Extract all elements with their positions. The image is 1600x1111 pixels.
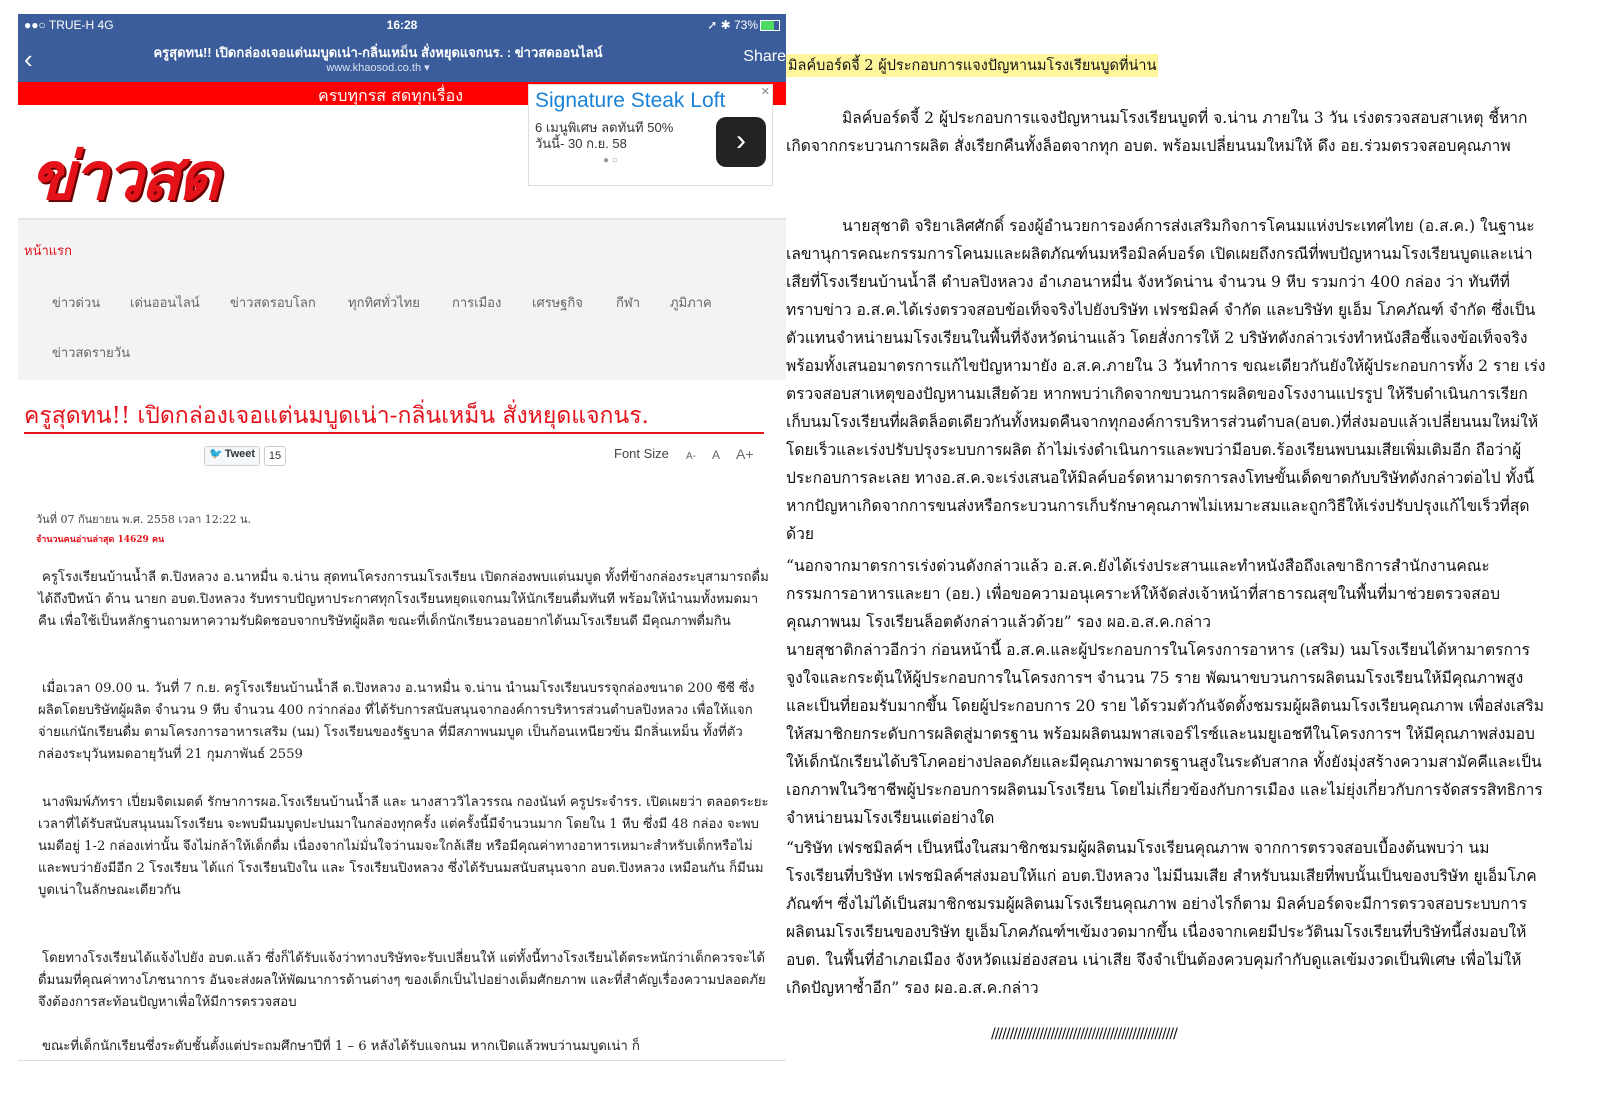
article-date: วันที่ 07 กันยายน พ.ศ. 2558 เวลา 12:22 น. [36, 513, 251, 526]
site-logo[interactable]: ข่าวสด [30, 137, 218, 215]
headline-divider [24, 432, 764, 434]
menu-item[interactable]: ข่าวสดรายวัน [52, 346, 130, 361]
close-icon[interactable]: ✕ [760, 86, 770, 98]
release-paragraph: “บริษัท เฟรชมิลค์ฯ เป็นหนึ่งในสมาชิกชมรมผู้ผลิตนมโรงเรียนคุณภาพ จากการตรวจสอบเบื้องต้นพบว่า นมโรงเรียนที่บริษัท เฟรชมิลค์ฯส่งมอบให้แก่ อบต.ปิงหลวง ไม่มีนมเสีย สำหรับนมเสียที่พบนั้นเป็นของบริษัท ยูเอ็มโภคภัณฑ์ฯ ซึ่งไม่ได้เป็นสมาชิกชมรมผู้ผลิตนมโรงเรียนคุณภาพ อย่างไรก็ตาม มิลค์บอร์ดจะมีการตรวจสอบระบบการผลิตนมโรงเรียนของบริษัท ยูเอ็มโภคภัณฑ์ฯเข้มงวดมากขึ้น เนื่องจากเคยมีประวัตินมโรงเรียนที่บริษัทนี้ส่งมอบให้ อบต. ในพื้นที่อำเภอเมือง จังหวัดแม่ฮ่องสอน เน่าเสีย จึงจำเป็นต้องควบคุมกำกับดูแลเข้มงวดเป็นพิเศษ เพื่อไม่ให้เกิดปัญหาซ้ำอีก” รอง ผอ.อ.ส.ค.กล่าว [786, 839, 1537, 997]
reader-count: จำนวนคนอ่านล่าสุด 14629 คน [36, 535, 165, 545]
release-paragraph: นายสุชาติกล่าวอีกว่า ก่อนหน้านี้ อ.ส.ค.และผู้ประกอบการในโครงการอาหาร (เสริม) นมโรงเรียนได้หามาตรการจูงใจและกระตุ้นให้ผู้ประกอบการในโครงการฯ จำนวน 75 ราย พัฒนาขบวนการผลิตนมโรงเรียนให้มีคุณภาพสูงและเป็นที่ยอมรับมากขึ้น โดยผู้ประกอบการ 20 ราย ได้รวมตัวกันจัดตั้งชมรมผู้ผลิตนมโรงเรียนคุณภาพ เพื่อส่งเสริมให้สมาชิกยกระดับการผลิตสู่มาตรฐาน พร้อมผลิตนมพาสเจอร์ไรซ์และนมยูเอชทีในโครงการฯ ให้มีคุณภาพส่งมอบให้เด็กนักเรียนได้บริโภคอย่างปลอดภัยและมีคุณภาพมาตรฐานสูงในระดับสากล ทั้งยังมุ่งสร้างความสามัคคีและเป็นเอกภาพในวิชาชีพผู้ประกอบการผลิตนมโรงเรียน โดยไม่เกี่ยวข้องกับการเมือง และไม่ยุ่งเกี่ยวกับการจัดสรรสิทธิการจำหน่ายนมโรงเรียนแต่อย่างใด [786, 641, 1545, 827]
tweet-label: Tweet [224, 448, 256, 460]
article-paragraph: นางพิมพ์ภัทรา เปี่ยมจิตเมตต์ รักษาการผอ.โรงเรียนบ้านน้ำลี และ นางสาววิไลวรรณ กองนันท์ ครูประจำรร. เปิดเผยว่า ตลอดระยะเวลาที่ได้รับสนับสนุนนมโรงเรียน จะพบมีนมบูดปะปนมาในกล่องทุกครั้ง แต่ครั้งนี้มีจำนวนมาก โดยใน 1 หีบ ซึ่งมี 48 กล่อง จะพบนมดีอยู่ 1-2 กล่องเท่านั้น จึงไม่กล้าให้เด็กดื่ม เนื่องจากไม่มั่นใจว่านมจะใกล้เสีย หรือมีคุณค่าทางอาหารเหมาะสำหรับเด็กหรือไม่ และพบว่ายังมีอีก 2 โรงเรียน ได้แก่ โรงเรียนปิงใน และ โรงเรียนปิงหลวง ซึ่งได้รับนมสนับสนุนจาก อบต.ปิงหลวง เหมือนกัน ก็มีนมบูดเน่าในลักษณะเดียวกัน [38, 795, 769, 898]
tweet-count: 15 [264, 446, 286, 466]
back-arrow-icon[interactable]: ‹ [24, 44, 33, 74]
battery-label: ➚ ✱ 73% [707, 18, 758, 32]
ad-line-1: 6 เมนูพิเศษ ลดทันที 50% [535, 120, 674, 135]
tweet-button[interactable] [204, 446, 260, 466]
font-larger-button[interactable]: A+ [736, 446, 754, 462]
article-paragraph: เมื่อเวลา 09.00 น. วันที่ 7 ก.ย. ครูโรงเรียนบ้านน้ำลี ต.ปิงหลวง อ.นาหมื่น จ.น่าน นำนมโรงเรียนบรรจุกล่องขนาด 200 ซีซี ซึ่งผลิตโดยบริษัทผู้ผลิต จำนวน 9 หีบ จำนวน 400 กว่ากล่อง ที่ได้รับการสนับสนุนจากองค์การบริหารส่วนตำบลปิงหลวง เพื่อให้แจกจ่ายแก่นักเรียนดื่ม ตามโครงการอาหารเสริม (นม) โรงเรียนของรัฐบาล ที่มีสภาพนมบูด เป็นก้อนเหนียวข้น มีกลิ่นเหม็น ทั้งที่ตัวกล่องระบุวันหมดอายุวันที่ 21 กุมภาพันธ์ 2559 [38, 681, 755, 762]
font-normal-button[interactable]: A [712, 448, 721, 462]
ad-headline[interactable]: Signature Steak Loft [535, 89, 726, 112]
article-paragraph: โดยทางโรงเรียนได้แจ้งไปยัง อบต.แล้ว ซึ่งก็ได้รับแจ้งว่าทางบริษัทจะรับเปลี่ยนให้ แต่ทั้งนี้ทางโรงเรียนได้ตระหนักว่าเด็กควรจะได้ดื่มนมที่คุณค่าทางโภชนาการ อันจะส่งผลให้พัฒนาการด้านต่างๆ ของเด็กเป็นไปอย่างเต็มศักยภาพ และที่สำคัญเรื่องความปลอดภัย จึงต้องการสะท้อนปัญหาเพื่อให้มีการตรวจสอบ [38, 951, 766, 1010]
font-smaller-button[interactable]: A- [686, 451, 696, 462]
ad-line-2: วันนี้- 30 ก.ย. 58 [535, 136, 627, 151]
press-release-panel [786, 0, 1600, 1111]
menu-item[interactable]: การเมือง [452, 296, 502, 311]
menu-item[interactable]: กีฬา [616, 296, 641, 311]
twitter-bird-icon: 🐦 [209, 448, 223, 460]
battery-icon [760, 20, 780, 31]
nav-menu [18, 218, 786, 380]
release-paragraph: “นอกจากมาตรการเร่งด่วนดังกล่าวแล้ว อ.ส.ค.ยังได้เร่งประสานและทำหนังสือถึงเลขาธิการสำนักงานคณะกรรมการอาหารและยา (อย.) เพื่อขอความอนุเคราะห์ให้จัดส่งเจ้าหน้าที่สาธารณสุขในพื้นที่มาช่วยตรวจสอบคุณภาพนม โรงเรียนล็อตดังกล่าวแล้วด้วย” รอง ผอ.อ.ส.ค.กล่าว [786, 557, 1501, 631]
ad-banner[interactable] [528, 84, 773, 186]
url-label[interactable]: www.khaosod.co.th ▾ [326, 62, 430, 74]
article-paragraph: ครูโรงเรียนบ้านน้ำลี ต.ปิงหลวง อ.นาหมื่น จ.น่าน สุดทนโครงการนมโรงเรียน เปิดกล่องพบแต่นมบูด ทั้งที่ข้างกล่องระบุสามารถดื่มได้ถึงปีหน้า ด้าน นายก อบต.ปิงหลวง รับทราบปัญหาประกาศทุกโรงเรียนหยุดแจกนมให้นักเรียนดื่มทันที พร้อมให้นำนมทั้งหมดมาคืน เพื่อใช้เป็นหลักฐานถามหาความรับผิดชอบจากบริษัทผู้ผลิต ขณะที่เด็กนักเรียนวอนอยากได้นมโรงเรียนดี มีคุณภาพดื่มกิน [38, 570, 769, 629]
article-paragraph: ขณะที่เด็กนักเรียนซึ่งระดับชั้นตั้งแต่ประถมศึกษาปีที่ 1 – 6 หลังได้รับแจกนม หากเปิดแล้วพบว่านมบูดเน่า ก็ [42, 1039, 640, 1054]
page-title: ครูสุดทน!! เปิดกล่องเจอแต่นมบูดเน่า-กลิ่นเหม็น สั่งหยุดแจกนร. : ข่าวสดออนไลน์ [153, 45, 603, 60]
carrier-label: ●●○ TRUE-H 4G [24, 18, 114, 32]
font-size-label: Font Size [614, 446, 669, 461]
menu-item[interactable]: ข่าวด่วน [52, 296, 101, 311]
release-paragraph: มิลค์บอร์ดจี้ 2 ผู้ประกอบการแจงปัญหานมโรงเรียนบูดที่ จ.น่าน ภายใน 3 วัน เร่งตรวจสอบสาเหตุ ชี้หากเกิดจากกระบวนการผลิต สั่งเรียกคืนทั้งล็อตจากทุก อบต. พร้อมเปลี่ยนนมใหม่ให้ ดึง อย.ร่วมตรวจสอบคุณภาพ [786, 109, 1528, 155]
status-time: 16:28 [386, 18, 418, 32]
menu-item[interactable]: ข่าวสดรอบโลก [230, 296, 316, 311]
release-title: มิลค์บอร์ดจี้ 2 ผู้ประกอบการแจงปัญหานมโรงเรียนบูดที่น่าน [786, 54, 1158, 77]
status-bar [18, 14, 786, 36]
menu-item[interactable]: ทุกทิศทั่วไทย [348, 296, 420, 311]
share-button[interactable]: Share [743, 48, 786, 65]
carousel-dots: ● ○ [603, 155, 618, 166]
chevron-right-icon[interactable]: › [716, 117, 766, 167]
separator-line: ////////////////////////////////////////////////// [991, 1026, 1177, 1042]
banner-slogan: ครบทุกรส สดทุกเรื่อง [318, 86, 464, 105]
article-headline: ครูสุดทน!! เปิดกล่องเจอแต่นมบูดเน่า-กลิ่นเหม็น สั่งหยุดแจกนร. [24, 403, 649, 429]
release-paragraph: นายสุชาติ จริยาเลิศศักดิ์ รองผู้อำนวยการองค์การส่งเสริมกิจการโคนมแห่งประเทศไทย (อ.ส.ค.) ในฐานะเลขานุการคณะกรรมการโคนมและผลิตภัณฑ์นมหรือมิลค์บอร์ด เปิดเผยถึงกรณีที่พบปัญหานมโรงเรียนบูดและเน่าเสียที่โรงเรียนบ้านน้ำลี ตำบลปิงหลวง อำเภอนาหมื่น จังหวัดน่าน จำนวน 9 หีบ รวมกว่า 400 กล่อง ว่า ทันทีที่ทราบข่าว อ.ส.ค.ได้เร่งตรวจสอบข้อเท็จจริงไปยังบริษัท เฟรชมิลค์ จำกัด และบริษัท ยูเอ็ม โภคภัณฑ์ จำกัด ซึ่งเป็นตัวแทนจำหน่ายนมโรงเรียนในพื้นที่จังหวัดน่านแล้ว โดยสั่งการให้ 2 บริษัทดังกล่าวเร่งทำหนังสือชี้แจงข้อเท็จจริง พร้อมทั้งเสนอมาตรการแก้ไขปัญหามายัง อ.ส.ค.ภายใน 3 วันทำการ ขณะเดียวกันยังให้ผู้ประกอบการทั้ง 2 ราย เร่งตรวจสอบสาเหตุของปัญหานมเสียด้วย หากพบว่าเกิดจากขบวนการผลิตของโรงงานแปรรูป ให้รีบดำเนินการเรียกเก็บนมโรงเรียนที่ผลิตล็อตเดียวกันทั้งหมดคืนจากทุกองค์การบริหารส่วนตำบล(อบต.)ที่ส่งมอบแล้วเปลี่ยนนมใหม่ให้โดยเร็วและเร่งปรับปรุงระบบการผลิต ถ้าไม่เร่งดำเนินการและพบว่ามีอบต.ร้องเรียนพบนมเสียเพิ่มเติมอีก ถือว่าผู้ประกอบการละเลย ทางอ.ส.ค.จะเร่งเสนอให้มิลค์บอร์ดหามาตรการลงโทษขั้นเด็ดขาดกับบริษัทดังกล่าวต่อไป ทั้งนี้ หากปัญหาเกิดจากการขนส่งหรือกระบวนการเก็บรักษาคุณภาพไม่เหมาะสมและถูกวิธีให้เร่งปรับปรุงแก้ไขเร็วที่สุดด้วย [786, 217, 1546, 543]
bottom-divider [18, 1060, 786, 1061]
phone-screenshot [18, 14, 786, 1100]
menu-item[interactable]: เด่นออนไลน์ [130, 296, 200, 311]
menu-item[interactable]: ภูมิภาค [670, 296, 712, 311]
browser-nav-bar [18, 36, 786, 82]
menu-home[interactable]: หน้าแรก [24, 244, 72, 259]
menu-item[interactable]: เศรษฐกิจ [532, 296, 583, 311]
